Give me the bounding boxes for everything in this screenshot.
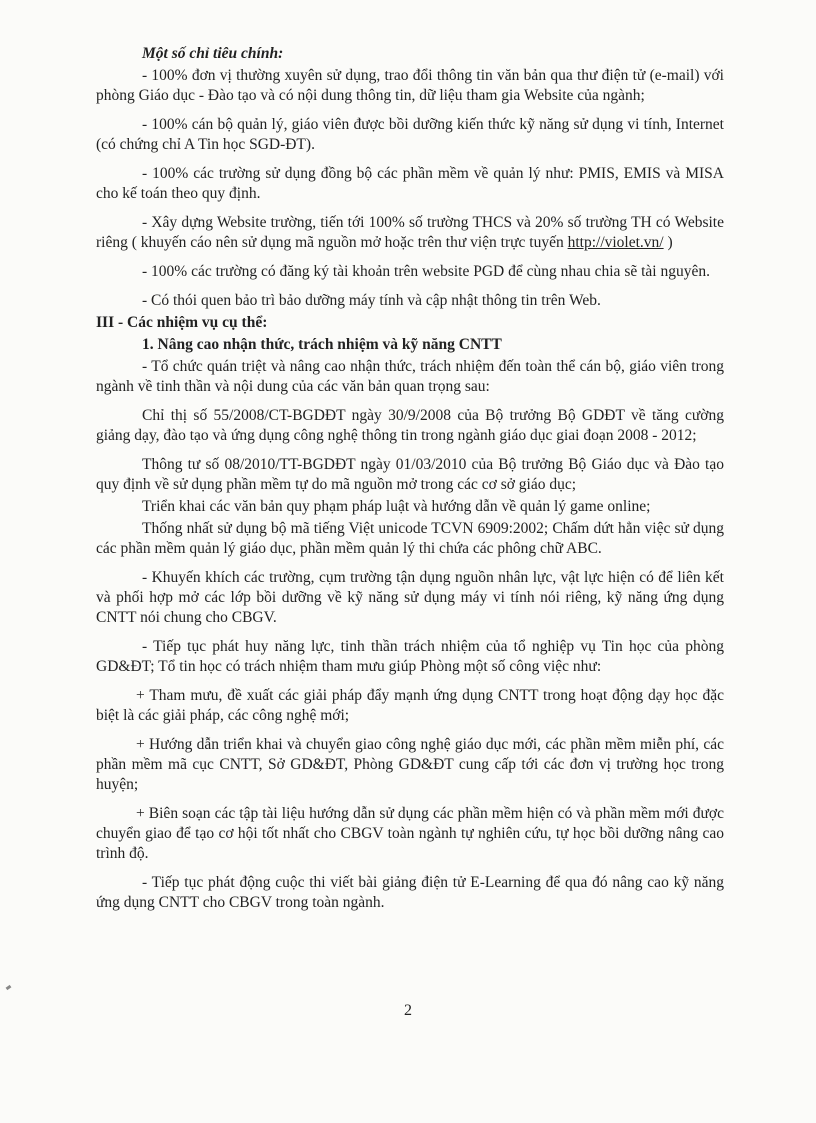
target-item: - 100% đơn vị thường xuyên sử dụng, trao đổi thông tin văn bản qua thư điện tử (e-mail) với phòng Giáo dục - Đào tạo và có nội dung thông tin, dữ liệu tham gia Website của ngành; bbox=[96, 67, 724, 104]
paragraph: - Khuyến khích các trường, cụm trường tận dụng nguồn nhân lực, vật lực hiện có để liên kết và phối hợp mở các lớp bồi dưỡng về kỹ năng sử dụng máy vi tính nói riêng, kỹ năng ứng dụng CNTT nói chung cho CBGV. bbox=[96, 569, 724, 626]
target-item-tail: ) bbox=[663, 234, 673, 251]
target-item: - 100% cán bộ quản lý, giáo viên được bồi dưỡng kiến thức kỹ năng sử dụng vi tính, Internet (có chứng chỉ A Tin học SGD-ĐT). bbox=[96, 116, 724, 153]
target-item: - 100% các trường có đăng ký tài khoản trên website PGD để cùng nhau chia sẽ tài nguyên. bbox=[142, 263, 710, 280]
document-page bbox=[96, 44, 724, 922]
target-item-text: - Xây dựng Website trường, tiến tới 100% số trường THCS và 20% số trường TH có Website riêng ( khuyến cáo nên sử dụng mã nguồn mở hoặc trên thư viện trực tuyến bbox=[96, 214, 724, 251]
target-item-website bbox=[96, 213, 724, 253]
section-heading-targets: Một số chỉ tiêu chính: bbox=[142, 45, 284, 62]
target-item: - 100% các trường sử dụng đồng bộ các phần mềm về quản lý như: PMIS, EMIS và MISA cho kế toán theo quy định. bbox=[96, 165, 724, 202]
paragraph: Thống nhất sử dụng bộ mã tiếng Việt unicode TCVN 6909:2002; Chấm dứt hẳn việc sử dụng các phần mềm quản lý giáo dục, phần mềm quản lý thi chứa các phông chữ ABC. bbox=[96, 520, 724, 557]
section-heading-tasks: III - Các nhiệm vụ cụ thể: bbox=[96, 314, 268, 331]
paragraph: Triển khai các văn bản quy phạm pháp luật và hướng dẫn về quản lý game online; bbox=[142, 498, 651, 515]
paragraph: - Tiếp tục phát động cuộc thi viết bài giảng điện tử E-Learning để qua đó nâng cao kỹ năng ứng dụng CNTT cho CBGV trong toàn ngành. bbox=[96, 874, 724, 911]
paragraph: Thông tư số 08/2010/TT-BGDĐT ngày 01/03/2010 của Bộ trưởng Bộ Giáo dục và Đào tạo quy định về sử dụng phần mềm tự do mã nguồn mở trong các cơ sở giáo dục; bbox=[96, 456, 724, 493]
page-number: 2 bbox=[404, 1002, 412, 1019]
target-item: - Có thói quen bảo trì bảo dưỡng máy tính và cập nhật thông tin trên Web. bbox=[142, 292, 601, 309]
scan-speck bbox=[6, 985, 12, 990]
sub-task: + Hướng dẫn triển khai và chuyển giao công nghệ giáo dục mới, các phần mềm miễn phí, các phần mềm mã cục CNTT, Sở GD&ĐT, Phòng GD&ĐT cung cấp tới các đơn vị trường học trong huyện; bbox=[96, 736, 724, 793]
paragraph: Chỉ thị số 55/2008/CT-BGDĐT ngày 30/9/2008 của Bộ trưởng Bộ GDĐT về tăng cường giảng dạy, đào tạo và ứng dụng công nghệ thông tin trong ngành giáo dục giai đoạn 2008 - 2012; bbox=[96, 407, 724, 444]
paragraph: - Tiếp tục phát huy năng lực, tinh thần trách nhiệm của tổ nghiệp vụ Tin học của phòng GD&ĐT; Tổ tin học có trách nhiệm tham mưu giúp Phòng một số công việc như: bbox=[96, 638, 724, 675]
violet-link[interactable]: http://violet.vn/ bbox=[567, 234, 664, 251]
subsection-heading: 1. Nâng cao nhận thức, trách nhiệm và kỹ năng CNTT bbox=[142, 336, 502, 353]
sub-task: + Tham mưu, đề xuất các giải pháp đẩy mạnh ứng dụng CNTT trong hoạt động dạy học đặc biệt là các giải pháp, các công nghệ mới; bbox=[96, 687, 724, 724]
sub-task: + Biên soạn các tập tài liệu hướng dẫn sử dụng các phần mềm hiện có và phần mềm mới được chuyển giao để tạo cơ hội tốt nhất cho CBGV toàn ngành tự nghiên cứu, tự học bồi dưỡng nâng cao trình độ. bbox=[96, 805, 724, 862]
paragraph: - Tổ chức quán triệt và nâng cao nhận thức, trách nhiệm đến toàn thể cán bộ, giáo viên trong ngành về tinh thần và nội dung của các văn bản quan trọng sau: bbox=[96, 358, 724, 395]
